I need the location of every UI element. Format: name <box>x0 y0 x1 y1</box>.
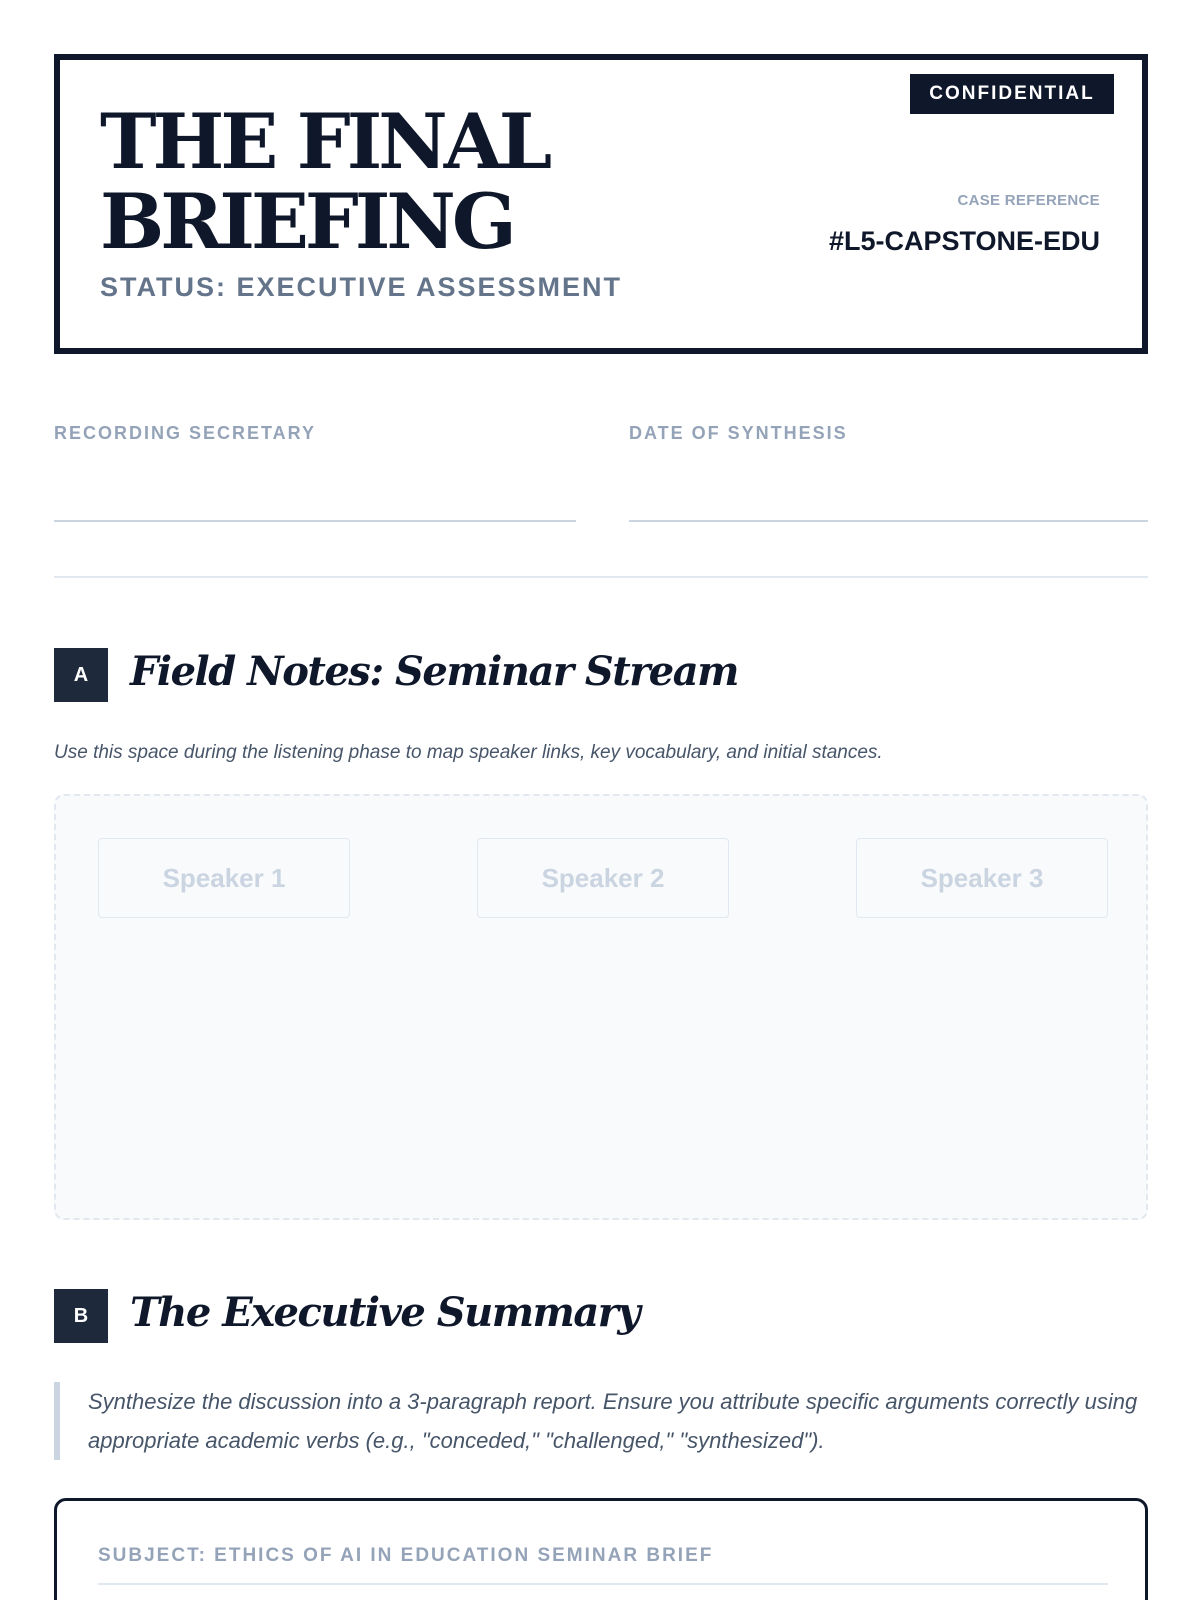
case-reference-value: #L5-CAPSTONE-EDU <box>828 226 1100 256</box>
section-b-badge: B <box>54 1289 108 1343</box>
speaker-1-box[interactable]: Speaker 1 <box>98 838 350 918</box>
date-of-synthesis-label: DATE OF SYNTHESIS <box>629 423 848 443</box>
section-a-badge: A <box>54 648 108 702</box>
subject-divider <box>98 1583 1108 1585</box>
section-b-instruction: Synthesize the discussion into a 3-paragraph report. Ensure you attribute specific arguments correctly using appropriate academic verbs (e.g., "conceded," "challenged," "synthesized"). <box>54 1382 1148 1460</box>
section-a-instruction: Use this space during the listening phase to map speaker links, key vocabulary, and initial stances. <box>54 742 883 763</box>
section-b-title: The Executive Summary <box>130 1289 640 1336</box>
confidential-badge: CONFIDENTIAL <box>910 74 1114 114</box>
status-line: STATUS: EXECUTIVE ASSESSMENT <box>100 272 623 302</box>
section-divider <box>54 576 1148 578</box>
case-reference-label: CASE REFERENCE <box>957 192 1100 209</box>
section-a-title: Field Notes: Seminar Stream <box>130 648 738 695</box>
title-line-2: BRIEFING <box>100 177 513 266</box>
speaker-2-box[interactable]: Speaker 2 <box>477 838 729 918</box>
recording-secretary-label: RECORDING SECRETARY <box>54 423 317 443</box>
recording-secretary-field[interactable] <box>54 520 576 522</box>
subject-line: SUBJECT: ETHICS OF AI IN EDUCATION SEMINAR BRIEF <box>98 1545 714 1566</box>
title-line-1: THE FINAL <box>100 97 549 186</box>
document-title <box>100 97 549 266</box>
field-notes-area[interactable] <box>54 794 1148 1220</box>
date-of-synthesis-field[interactable] <box>629 520 1148 522</box>
speaker-3-box[interactable]: Speaker 3 <box>856 838 1108 918</box>
header-card <box>54 54 1148 354</box>
executive-summary-box[interactable] <box>54 1498 1148 1600</box>
